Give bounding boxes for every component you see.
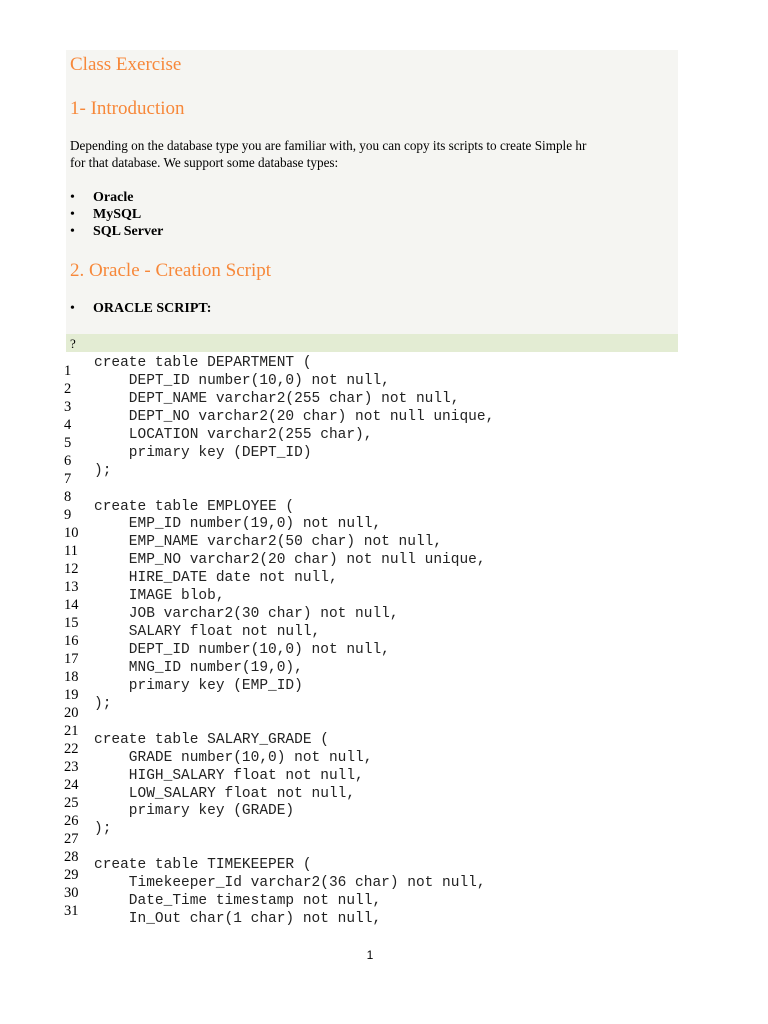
content-panel	[66, 50, 678, 334]
code-line: DEPT_ID number(10,0) not null,	[94, 372, 390, 389]
code-line: primary key (DEPT_ID)	[94, 444, 312, 461]
code-line: EMP_NAME varchar2(50 char) not null,	[94, 534, 443, 551]
line-number: 22	[64, 741, 79, 757]
code-line: );	[94, 695, 112, 712]
code-line: primary key (GRADE)	[94, 803, 295, 820]
line-number: 5	[64, 435, 72, 451]
line-number: 23	[64, 759, 79, 775]
code-line: DEPT_NO varchar2(20 char) not null unique,	[94, 408, 495, 425]
line-number: 17	[64, 651, 79, 667]
code-line: create table DEPARTMENT (	[94, 355, 312, 371]
line-number: 4	[64, 417, 72, 433]
line-number: 29	[64, 867, 79, 883]
line-number: 20	[64, 705, 79, 721]
code-line: );	[94, 462, 112, 479]
code-line: EMP_ID number(19,0) not null,	[94, 516, 382, 533]
code-line	[94, 714, 494, 732]
code-line: SALARY float not null,	[94, 624, 321, 641]
bullet-label: ORACLE SCRIPT:	[93, 301, 212, 316]
bullet-item-mysql	[70, 206, 141, 223]
bullet-item-oracle-script	[70, 300, 211, 317]
code-line: primary key (EMP_ID)	[94, 677, 303, 694]
line-number: 13	[64, 579, 79, 595]
bullet-icon: •	[70, 301, 75, 316]
bullet-label: SQL Server	[93, 224, 164, 239]
line-number: 16	[64, 633, 79, 649]
line-number: 27	[64, 831, 79, 847]
section-heading-oracle: 2. Oracle - Creation Script	[70, 260, 272, 281]
code-line: HIGH_SALARY float not null,	[94, 767, 364, 784]
code-line: create table TIMEKEEPER (	[94, 857, 312, 874]
code-line: EMP_NO varchar2(20 char) not null unique,	[94, 552, 486, 569]
line-number: 19	[64, 687, 79, 703]
line-number: 15	[64, 615, 79, 631]
line-number: 30	[64, 885, 79, 901]
line-number: 10	[64, 525, 79, 541]
line-number: 8	[64, 489, 72, 505]
code-toolbar	[66, 334, 678, 352]
code-line: HIRE_DATE date not null,	[94, 570, 338, 587]
line-number: 11	[64, 543, 78, 559]
code-line-numbers	[64, 362, 84, 920]
line-number: 6	[64, 453, 72, 469]
page-title: Class Exercise	[70, 54, 182, 75]
intro-paragraph-line1: Depending on the database type you are familiar with, you can copy its scripts to create Simple hr	[70, 138, 587, 153]
code-line: MNG_ID number(19,0),	[94, 659, 303, 676]
code-line: DEPT_NAME varchar2(255 char) not null,	[94, 390, 460, 407]
bullet-icon: •	[70, 207, 75, 222]
bullet-label: Oracle	[93, 190, 134, 205]
bullet-item-sql-server	[70, 223, 163, 240]
page-number: 1	[366, 948, 374, 962]
code-line	[94, 481, 494, 499]
code-line: Date_Time timestamp not null,	[94, 893, 382, 910]
section-heading-introduction: 1- Introduction	[70, 98, 185, 119]
code-line: create table SALARY_GRADE (	[94, 731, 329, 748]
line-number: 14	[64, 597, 79, 613]
code-line: DEPT_ID number(10,0) not null,	[94, 642, 390, 658]
line-number: 1	[64, 363, 72, 379]
intro-paragraph-line2: for that database. We support some database types:	[70, 155, 339, 170]
line-number: 24	[64, 777, 79, 793]
code-line: In_Out char(1 char) not null,	[94, 911, 382, 928]
line-number: 12	[64, 561, 79, 577]
bullet-label: MySQL	[93, 207, 142, 222]
code-line: Timekeeper_Id varchar2(36 char) not null,	[94, 875, 486, 892]
bullet-icon: •	[70, 190, 75, 205]
line-number: 9	[64, 507, 72, 523]
bullet-icon: •	[70, 224, 75, 239]
code-help-link[interactable]: ?	[70, 336, 76, 351]
code-line	[94, 839, 494, 857]
line-number: 3	[64, 399, 72, 415]
code-line: );	[94, 821, 112, 838]
line-number: 18	[64, 669, 79, 685]
code-line: LOCATION varchar2(255 char),	[94, 426, 373, 443]
line-number: 31	[64, 903, 79, 919]
line-number: 26	[64, 813, 79, 829]
code-line: create table EMPLOYEE (	[94, 498, 295, 515]
line-number: 25	[64, 795, 79, 811]
line-number: 2	[64, 381, 72, 397]
code-block	[94, 355, 494, 929]
code-line: GRADE number(10,0) not null,	[94, 749, 373, 766]
code-line: JOB varchar2(30 char) not null,	[94, 606, 399, 623]
code-line: IMAGE blob,	[94, 588, 225, 605]
line-number: 21	[64, 723, 79, 739]
line-number: 28	[64, 849, 79, 865]
line-number: 7	[64, 471, 72, 487]
bullet-item-oracle	[70, 189, 133, 206]
code-line: LOW_SALARY float not null,	[94, 785, 356, 802]
